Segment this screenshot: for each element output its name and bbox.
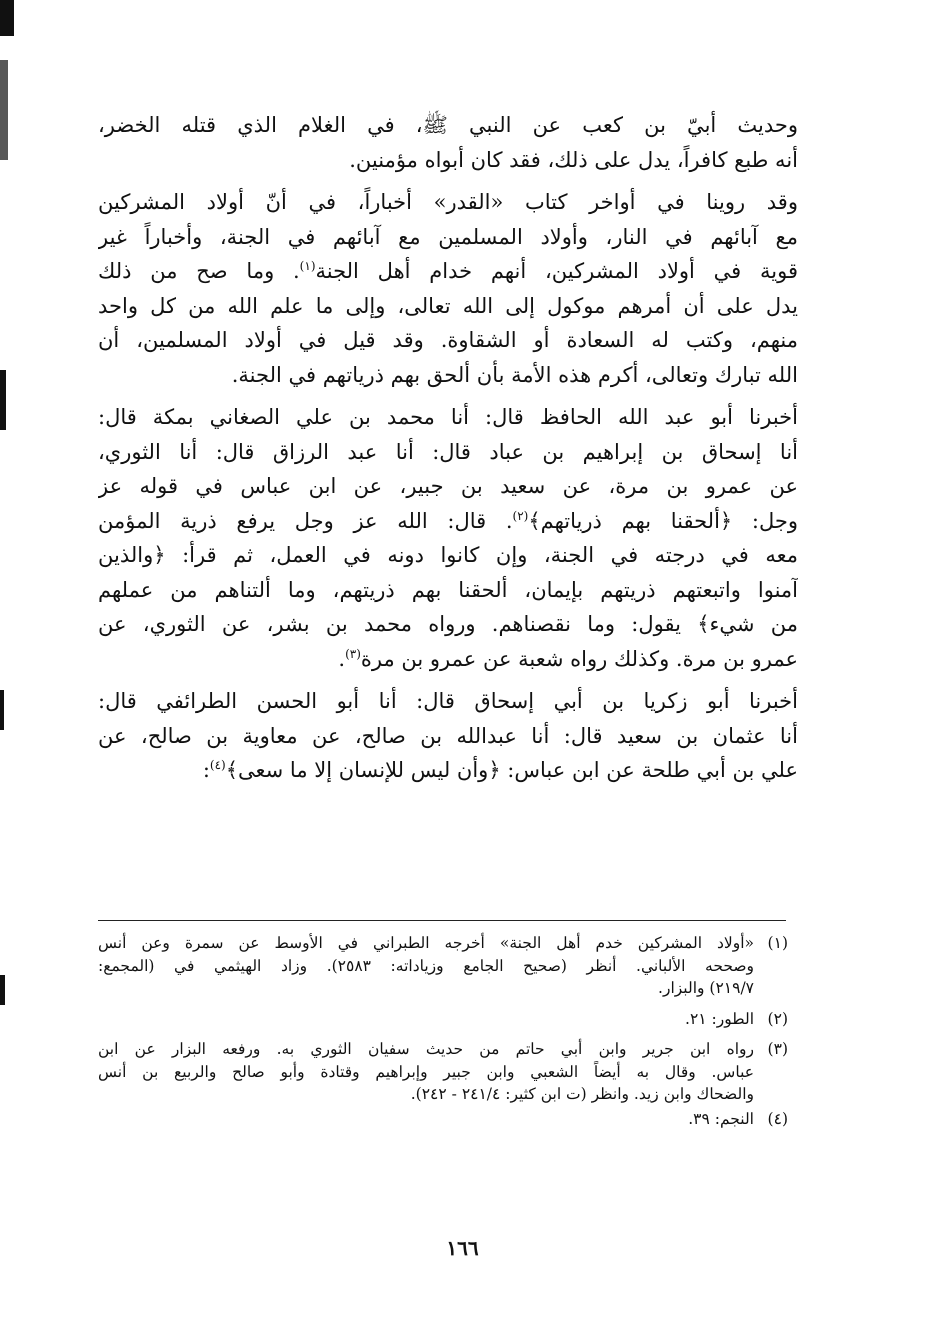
page-number: ١٦٦ <box>446 1236 479 1260</box>
scan-edge-mark <box>0 60 8 160</box>
text-line: أخبرنا أبو زكريا بن أبي إسحاق قال: أنا أبو الحسن الطرائفي قال: <box>98 689 798 713</box>
footnote-number: (١) <box>767 934 788 952</box>
footnote-line: ٢١٩/٧) والبزار. <box>658 979 754 997</box>
footnote <box>98 1108 788 1131</box>
footnote-reference[interactable]: (٢) <box>512 508 529 523</box>
text-line: آمنوا واتبعتهم ذريتهم بإيمان، ألحقنا بهم ذريتهم، وما ألتناهم من عملهم <box>98 577 798 602</box>
text-line: عن عمرو بن مرة، عن سعيد بن جبير، عن ابن عباس في قوله عز <box>98 474 798 498</box>
paragraph <box>98 185 798 392</box>
main-body-text <box>98 108 798 788</box>
footnote-reference[interactable]: (٣) <box>345 646 361 661</box>
text-line: منهم، وكتب له السعادة أو الشقاوة. وقد قيل في أولاد المسلمين، أن <box>98 328 798 352</box>
footnote-line: «أولاد المشركين خدم أهل الجنة» أخرجه الطبراني في الأوسط عن سمرة وعن أنس <box>98 934 754 952</box>
scan-edge-mark <box>0 975 5 1005</box>
line-text: . وما صح من ذلك <box>98 259 300 283</box>
line-text: قوية في أولاد المشركين، أنهم خدام أهل الجنة <box>315 259 798 283</box>
scan-edge-mark <box>0 0 14 36</box>
text-line: وقد روينا في أواخر كتاب «القدر» أخباراً، في أنّ أولاد المشركين <box>98 190 798 214</box>
text-line: أنا عثمان بن سعيد قال: أنا عبدالله بن صالح، عن معاوية بن صالح، عن <box>98 723 798 748</box>
footnote <box>98 1038 788 1106</box>
text-line: أنه طبع كافراً، يدل على ذلك، فقد كان أبواه مؤمنين. <box>349 147 798 172</box>
text-line: أخبرنا أبو عبد الله الحافظ قال: أنا محمد بن علي الصغاني بمكة قال: <box>98 405 798 429</box>
text-line: يدل على أن أمرهم موكول إلى الله تعالى، وإلى ما علم الله من كل واحد <box>98 293 798 318</box>
line-text: علي بن أبي طلحة عن ابن عباس: ﴿وأن ليس للإنسان إلا ما سعى﴾ <box>225 758 798 782</box>
footnote-line: وصححه الألباني. أنظر (صحيح الجامع وزياداته: ٢٥٨٣). وزاد الهيثمي في (المجمع: <box>98 956 754 975</box>
footnote-reference[interactable]: (١) <box>299 259 316 273</box>
footnote-separator <box>98 920 786 921</box>
line-text: . قال: الله عز وجل يرفع ذرية المؤمن <box>98 508 513 533</box>
paragraph <box>98 108 798 177</box>
line-text: : <box>202 758 210 782</box>
line-text: وجل: ﴿ألحقنا بهم ذرياتهم﴾ <box>528 508 798 533</box>
footnote-number: (٢) <box>767 1009 788 1028</box>
text-line: أنا إسحاق بن إبراهيم بن عباد قال: أنا عبد الرزاق قال: أنا الثوري، <box>98 439 798 464</box>
text-line: وحديث أبيّ بن كعب عن النبي ﷺ، في الغلام الذي قتله الخضر، <box>98 113 798 137</box>
footnote-line: رواه ابن جرير وابن أبي حاتم من حديث سفيان الثوري به. ورفعه البزار عن ابن <box>98 1040 754 1058</box>
text-line <box>98 642 798 677</box>
footnote-line: عباس. وقال به أيضاً الشعبي وابن جبير وإبراهيم وقتادة وأبو صالح والربيع بن أنس <box>98 1062 754 1081</box>
text-line <box>98 753 798 788</box>
text-line: الله تبارك وتعالى، أكرم هذه الأمة بأن ألحق بهم ذرياتهم في الجنة. <box>231 362 798 387</box>
text-line: معه في درجته في الجنة، وإن كانوا دونه في العمل، ثم قرأ: ﴿والذين <box>98 543 798 567</box>
text-line <box>98 504 798 539</box>
line-text: . <box>338 646 346 671</box>
footnote-number: (٤) <box>767 1109 788 1128</box>
footnote-line: الطور: ٢١. <box>685 1009 754 1028</box>
scan-edge-mark <box>0 690 4 730</box>
footnote <box>98 1008 788 1031</box>
line-text: عمرو بن مرة. وكذلك رواه شعبة عن عمرو بن مرة <box>360 646 798 671</box>
footnote-line: والضحاك وابن زيد. وانظر (ت ابن كثير: ٢٤١/٤ - ٢٤٢). <box>410 1085 754 1103</box>
text-line <box>98 254 798 289</box>
footnote <box>98 932 788 1000</box>
footnote-line: النجم: ٣٩. <box>688 1109 754 1128</box>
text-line: مع آبائهم في النار، وأولاد المسلمين مع آبائهم في الجنة، وأخباراً غير <box>98 224 798 249</box>
paragraph <box>98 684 798 788</box>
footnote-number: (٣) <box>767 1040 788 1058</box>
text-line: من شيء﴾ يقول: وما نقصناهم. ورواه محمد بن بشر، عن الثوري، عن <box>98 612 798 636</box>
footnote-reference[interactable]: (٤) <box>209 758 226 772</box>
paragraph <box>98 400 798 676</box>
scan-edge-mark <box>0 370 6 430</box>
footnotes-section <box>98 932 788 1130</box>
